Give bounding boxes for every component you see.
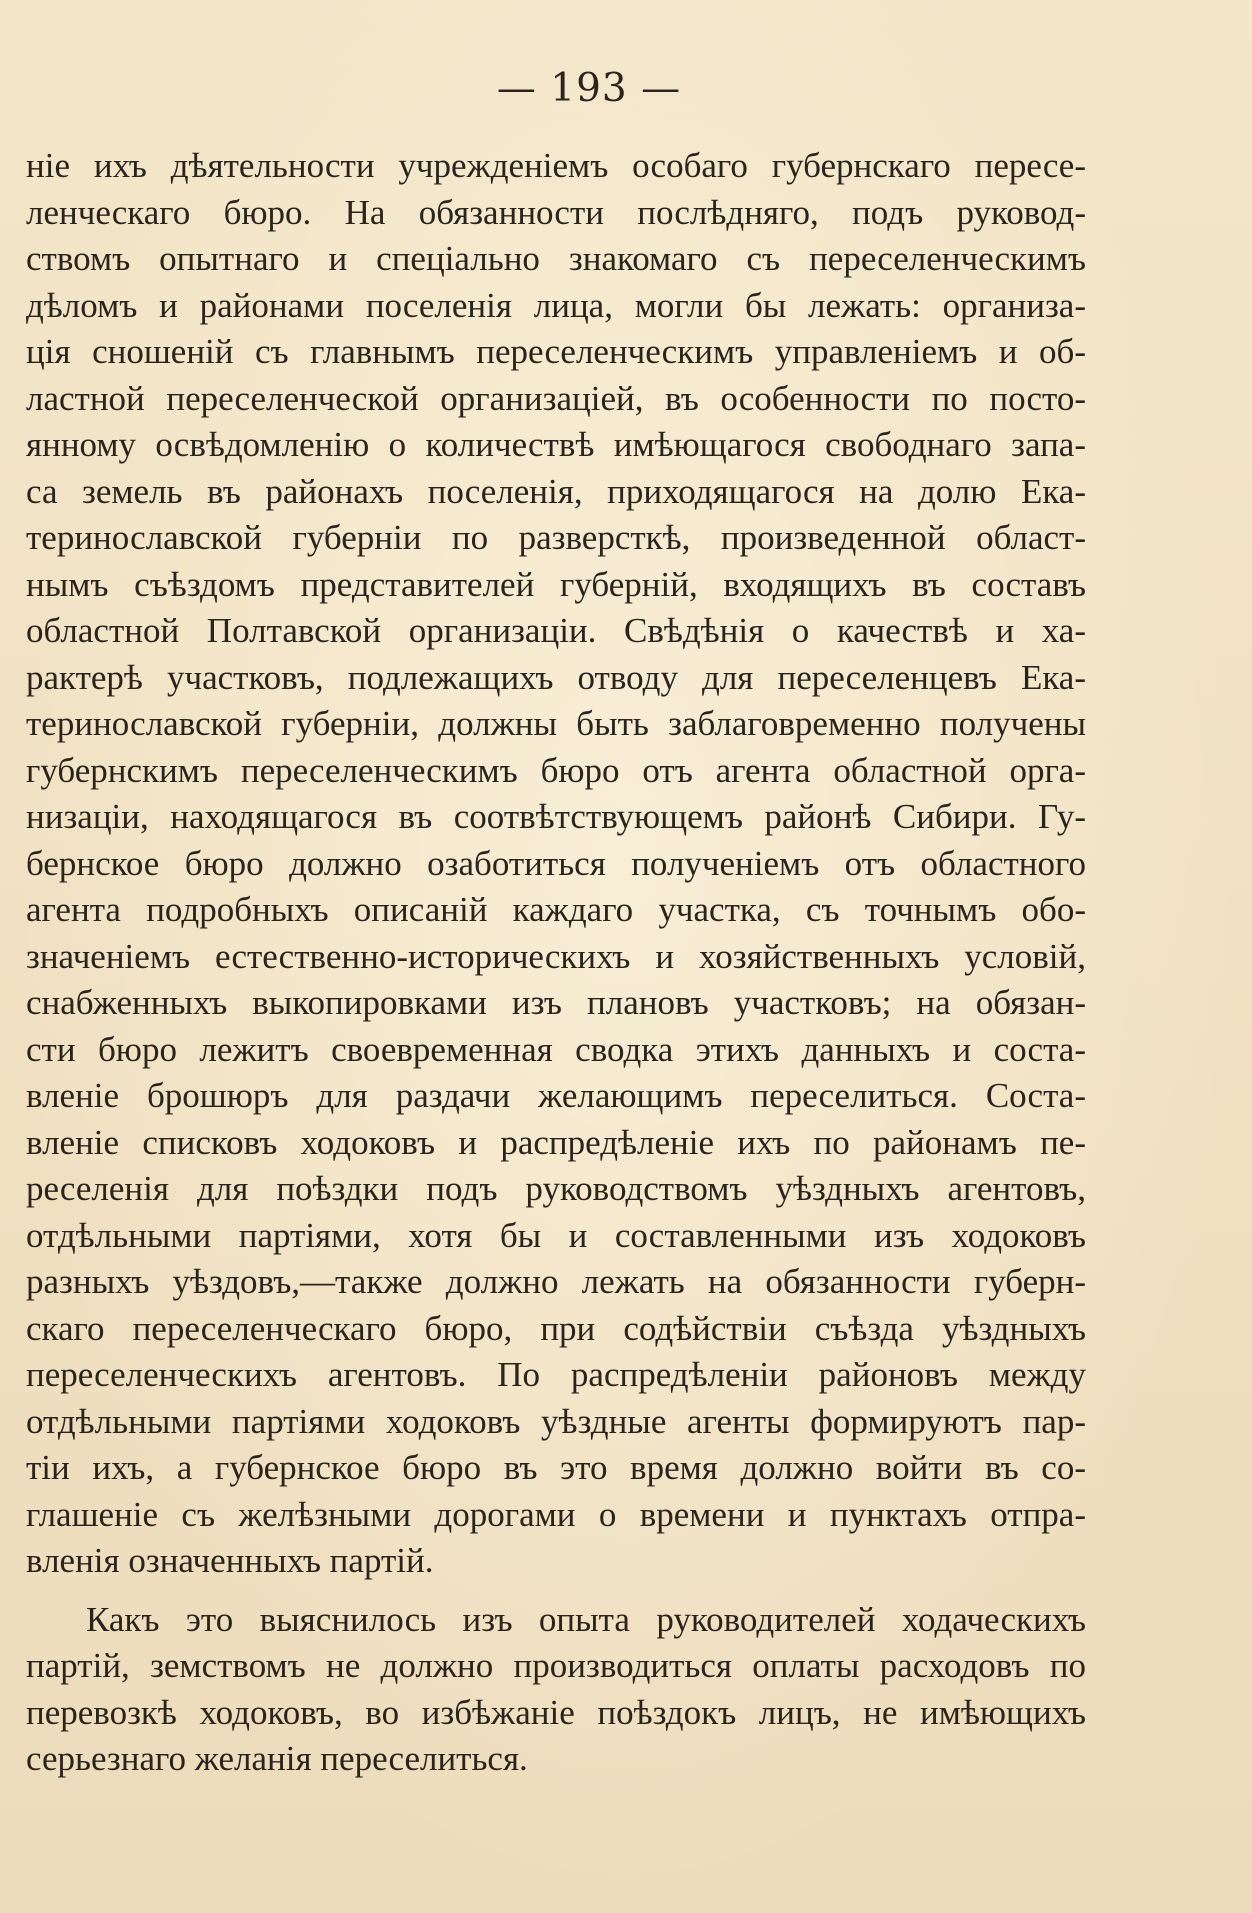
text-line: партій, земствомъ не должно производиться оплаты расходовъ по	[26, 1646, 1086, 1685]
text-line: ствомъ опытнаго и спеціально знакомаго съ переселенческимъ	[26, 239, 1086, 278]
page-number: — 193 —	[496, 66, 682, 111]
text-line: вленія означенныхъ партій.	[26, 1541, 434, 1580]
text-line: вленіе списковъ ходоковъ и распредѣленіе ихъ по районамъ пе-	[26, 1122, 1086, 1162]
text-line: ленческаго бюро. На обязанности послѣдняго, подъ руковод-	[26, 192, 1086, 232]
text-line: ніе ихъ дѣятельности учрежденіемъ особаго губернскаго пересе-	[26, 146, 1086, 185]
paragraph-1	[26, 143, 1086, 1585]
text-line: ція сношеній съ главнымъ переселенческимъ управленіемъ и об-	[26, 332, 1086, 371]
paragraph-gap	[26, 1585, 1086, 1597]
text-line: скаго переселенческаго бюро, при содѣйствіи съѣзда уѣздныхъ	[26, 1308, 1086, 1348]
text-line: бернское бюро должно озаботиться полученіемъ отъ областного	[26, 843, 1086, 883]
text-line: разныхъ уѣздовъ,—также должно лежать на обязанности губерн-	[26, 1262, 1086, 1301]
text-line: глашеніе съ желѣзными дорогами о времени и пунктахъ отпра-	[26, 1494, 1086, 1534]
text-line: снабженныхъ выкопировками изъ плановъ участковъ; на обязан-	[26, 983, 1086, 1022]
text-line: теринославской губерніи по разверсткѣ, произведенной област-	[26, 518, 1086, 557]
text-line: Какъ это выяснилось изъ опыта руководителей ходаческихъ	[86, 1599, 1086, 1639]
text-line: нымъ съѣздомъ представителей губерній, входящихъ въ составъ	[26, 564, 1086, 604]
text-line: реселенія для поѣздки подъ руководствомъ уѣздныхъ агентовъ,	[26, 1169, 1086, 1208]
text-line: губернскимъ переселенческимъ бюро отъ агента областной орга-	[26, 750, 1086, 790]
text-line: сти бюро лежитъ своевременная сводка этихъ данныхъ и соста-	[26, 1029, 1086, 1069]
text-line: отдѣльными партіями, хотя бы и составленными изъ ходоковъ	[26, 1215, 1086, 1255]
text-line: переселенческихъ агентовъ. По распредѣленіи районовъ между	[26, 1355, 1086, 1394]
body-text	[26, 143, 1086, 1783]
text-line: значеніемъ естественно-историческихъ и хозяйственныхъ условій,	[26, 936, 1086, 976]
text-line: рактерѣ участковъ, подлежащихъ отводу для переселенцевъ Ека-	[26, 657, 1086, 697]
text-line: вленіе брошюръ для раздачи желающимъ переселиться. Соста-	[26, 1076, 1086, 1115]
text-line: низаціи, находящагося въ соотвѣтствующемъ районѣ Сибири. Гу-	[26, 797, 1086, 836]
text-line: ластной переселенческой организаціей, въ особенности по посто-	[26, 378, 1086, 418]
text-line: тіи ихъ, а губернское бюро въ это время должно войти въ со-	[26, 1448, 1086, 1487]
text-line: серьезнаго желанія переселиться.	[26, 1739, 528, 1778]
text-line: агента подробныхъ описаній каждаго участка, съ точнымъ обо-	[26, 890, 1086, 929]
text-line: янному освѣдомленію о количествѣ имѣющагося свободнаго запа-	[26, 425, 1086, 464]
paragraph-2	[26, 1597, 1086, 1783]
text-line: са земель въ районахъ поселенія, приходящагося на долю Ека-	[26, 471, 1086, 511]
text-line: отдѣльными партіями ходоковъ уѣздные агенты формируютъ пар-	[26, 1401, 1086, 1441]
text-line: дѣломъ и районами поселенія лица, могли бы лежать: организа-	[26, 285, 1086, 325]
text-line: перевозкѣ ходоковъ, во избѣжаніе поѣздокъ лицъ, не имѣющихъ	[26, 1692, 1086, 1732]
text-line: областной Полтавской организаціи. Свѣдѣнія о качествѣ и ха-	[26, 611, 1086, 650]
text-line: теринославской губерніи, должны быть заблаговременно получены	[26, 704, 1086, 743]
